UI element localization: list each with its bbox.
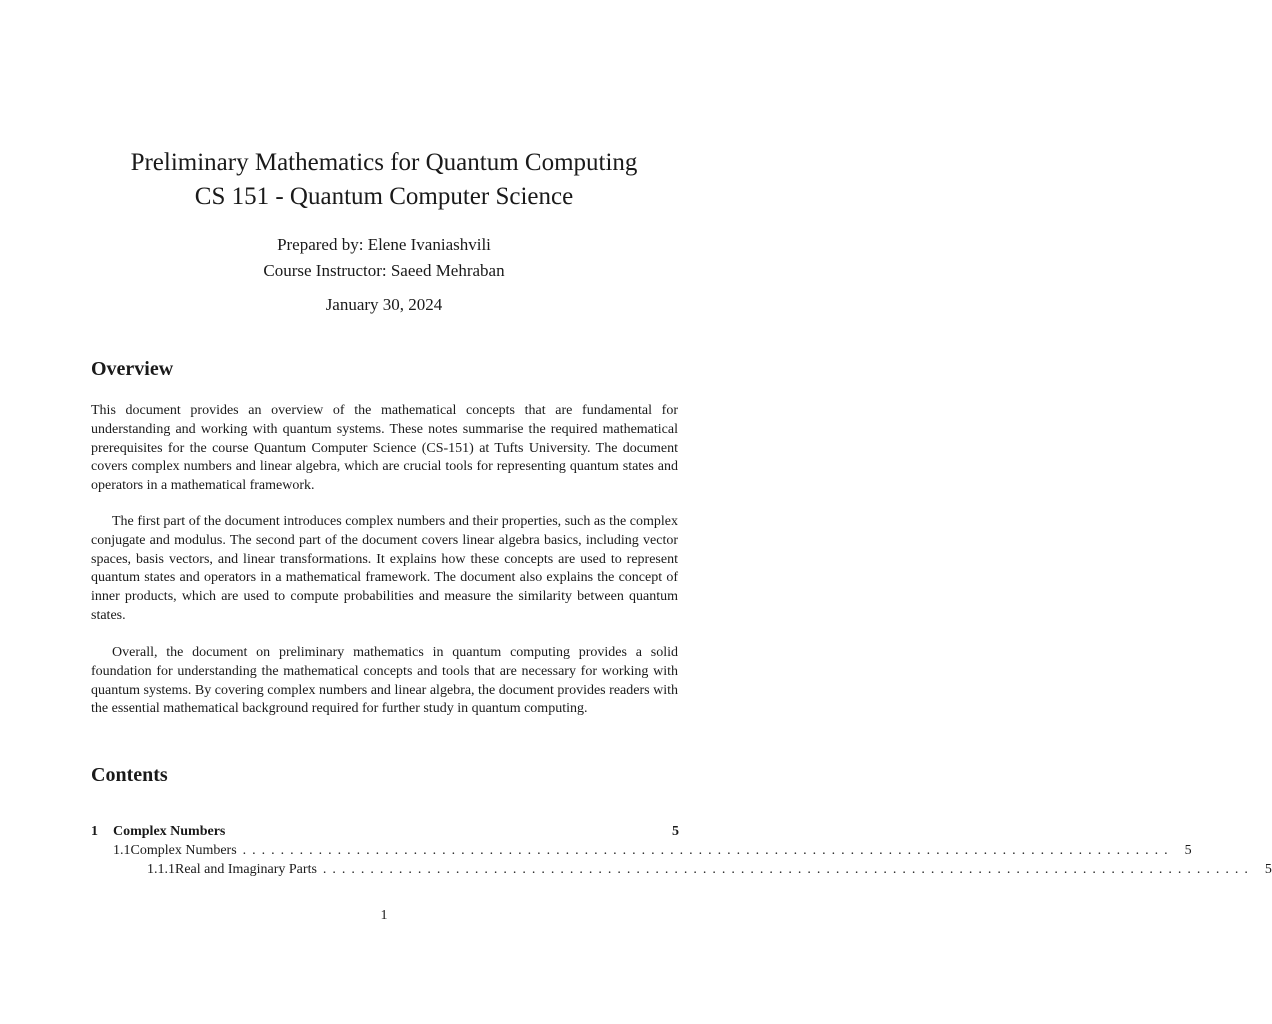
toc-entry-title: Complex Numbers (113, 824, 226, 839)
table-of-contents (91, 822, 1272, 879)
toc-entry-number: 1.1.1 (147, 862, 175, 877)
toc-entry-number: 1.1 (113, 843, 131, 858)
overview-heading: Overview (91, 358, 174, 380)
toc-entry-page: 5 (1184, 843, 1192, 858)
contents-heading: Contents (91, 764, 168, 786)
toc-dot-leader: .................................................................................................. (322, 862, 1254, 877)
overview-paragraph: Overall, the document on preliminary mathematics in quantum computing provides a solid foundation for understanding the mathematical concepts and tools that are necessary for working with quantum systems. By covering complex numbers and linear algebra, the document provides readers with the essential mathematical background required for further study in quantum computing. (91, 645, 678, 717)
author-block (0, 232, 768, 284)
document-date: January 30, 2024 (325, 295, 443, 314)
course-instructor: Course Instructor: Saeed Mehraban (263, 261, 505, 280)
toc-entry-title: Complex Numbers (130, 843, 237, 858)
toc-entry-page: 5 (672, 824, 679, 839)
toc-entry-subsubsection[interactable] (91, 860, 1272, 879)
overview-paragraph: This document provides an overview of the mathematical concepts that are fundamental for understanding and working with quantum systems. These notes summarise the required mathematical prerequisites for the course Quantum Computer Science (CS-151) at Tufts University. The document covers complex numbers and linear algebra, which are crucial tools for representing quantum states and operators in a mathematical framework. (91, 403, 678, 494)
course-title: CS 151 - Quantum Computer Science (194, 183, 574, 210)
title-block (0, 146, 768, 214)
toc-entry-page: 5 (1264, 862, 1272, 877)
toc-entry-subsection[interactable] (91, 841, 1192, 860)
prepared-by: Prepared by: Elene Ivaniashvili (277, 235, 491, 254)
toc-entry-title: Real and Imaginary Parts (175, 862, 317, 877)
toc-dot-leader: .................................................................................................. (242, 843, 1174, 858)
overview-paragraph: The first part of the document introduces complex numbers and their properties, such as the complex conjugate and modulus. The second part of the document covers linear algebra basics, including vector spaces, basis vectors, and linear transformations. It explains how these concepts are used to represent quantum states and operators in a mathematical framework. The document also explains the concept of inner products, which are used to compute probabilities and measure the similarity between quantum states. (91, 514, 678, 623)
page-number: 1 (380, 908, 388, 923)
toc-entry-section[interactable] (91, 822, 679, 841)
toc-entry-number: 1 (91, 824, 98, 839)
document-title: Preliminary Mathematics for Quantum Computing (130, 149, 638, 176)
